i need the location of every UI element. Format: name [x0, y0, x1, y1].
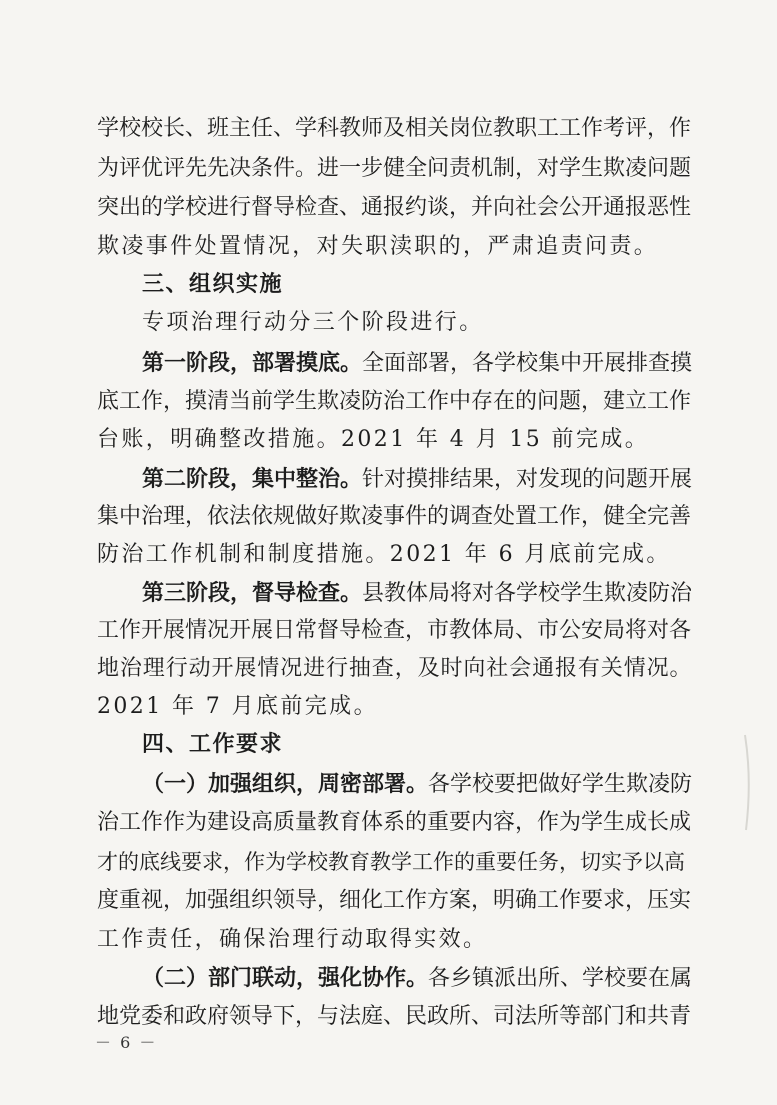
item-1-lead: （一）加强组织，周密部署。 [142, 771, 429, 797]
paragraph-line: 台账，明确整改措施。2021 年 4 月 15 前完成。 [97, 427, 650, 452]
section-intro: 专项治理行动分三个阶段进行。 [142, 310, 484, 335]
stage-1-line [142, 346, 693, 380]
stage-1-text: 全面部署，各学校集中开展排查摸 [362, 351, 693, 376]
paragraph-line: 才的底线要求，作为学校教育教学工作的重要任务，切实予以高 [97, 850, 685, 874]
stage-2-lead: 第二阶段，集中整治。 [142, 466, 363, 492]
page-number: － 6 － [95, 1033, 158, 1052]
item-2-lead: （二）部门联动，强化协作。 [142, 965, 429, 991]
paragraph-line: 为评优评先先决条件。进一步健全问责机制，对学生欺凌问题 [97, 156, 692, 181]
paragraph-line: 地党委和政府领导下，与法庭、民政所、司法所等部门和共青 [97, 1004, 692, 1029]
paragraph-line: 度重视，加强组织领导，细化工作方案，明确工作要求，压实 [97, 888, 692, 913]
paragraph-line: 治工作作为建设高质量教育体系的重要内容，作为学生成长成 [97, 810, 692, 835]
paragraph-line: 工作责任，确保治理行动取得实效。 [97, 927, 488, 952]
paragraph-line: 学校校长、班主任、学科教师及相关岗位教职工工作考评，作 [97, 116, 692, 141]
paragraph-line: 防治工作机制和制度措施。2021 年 6 月底前完成。 [97, 542, 671, 567]
stage-3-line [142, 576, 693, 610]
stage-1-lead: 第一阶段，部署摸底。 [142, 350, 363, 376]
stage-2-line [142, 462, 693, 496]
item-2-line [142, 961, 693, 995]
paragraph-line: 工作开展情况开展日常督导检查，市教体局、市公安局将对各 [97, 618, 692, 643]
item-1-text: 各学校要把做好学生欺凌防 [428, 772, 693, 797]
paragraph-line: 集中治理，依法依规做好欺凌事件的调查处置工作，健全完善 [97, 504, 692, 529]
paragraph-line: 底工作，摸清当前学生欺凌防治工作中存在的问题，建立工作 [97, 389, 692, 414]
stage-3-lead: 第三阶段，督导检查。 [142, 580, 363, 606]
item-2-text: 各乡镇派出所、学校要在属 [428, 966, 693, 991]
stage-3-text: 县教体局将对各学校学生欺凌防治 [362, 581, 693, 606]
paragraph-line: 2021 年 7 月底前完成。 [97, 694, 378, 719]
paragraph-line: 突出的学校进行督导检查、通报约谈，并向社会公开通报恶性 [97, 195, 692, 220]
paragraph-line: 欺凌事件处置情况，对失职渎职的，严肃追责问责。 [97, 234, 659, 259]
section-heading-4: 四、工作要求 [142, 732, 284, 757]
item-1-line [142, 767, 693, 801]
section-heading-3: 三、组织实施 [142, 272, 284, 297]
stage-2-text: 针对摸排结果，对发现的问题开展 [362, 467, 693, 492]
paragraph-line: 地治理行动开展情况进行抽查，及时向社会通报有关情况。 [97, 656, 693, 681]
